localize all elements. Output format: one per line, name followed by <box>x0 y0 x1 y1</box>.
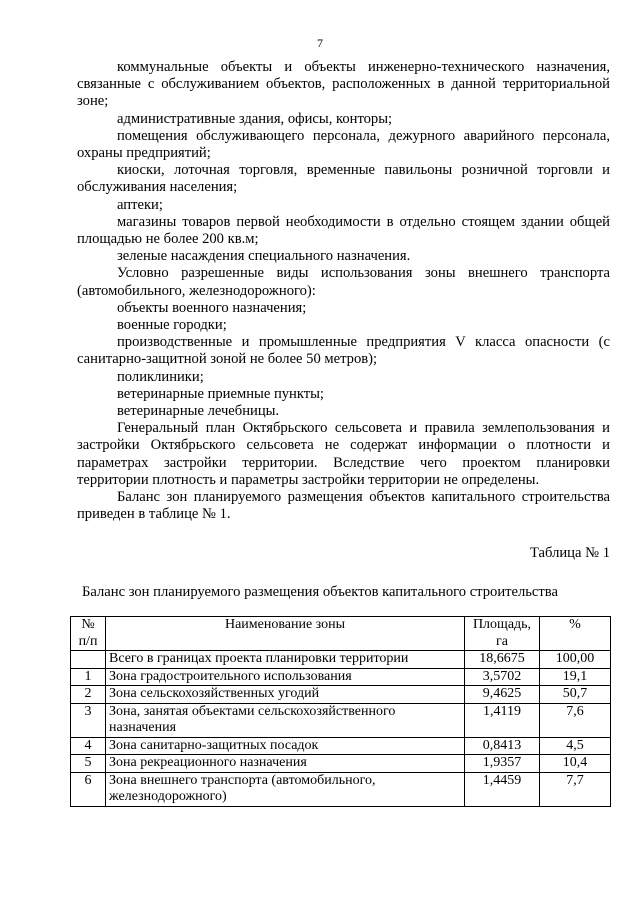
row-pct: 7,6 <box>540 703 611 737</box>
paragraph: Условно разрешенные виды использования зоны внешнего транспорта (автомобильного, железнодорожного): <box>77 265 610 299</box>
paragraph: Баланс зон планируемого размещения объектов капитального строительства приведен в таблице № 1. <box>77 489 610 523</box>
table-row <box>71 737 611 755</box>
row-name: Зона, занятая объектами сельскохозяйственного назначения <box>106 703 465 737</box>
row-num <box>71 651 106 669</box>
table-row <box>71 668 611 686</box>
table-row <box>71 755 611 773</box>
row-pct: 10,4 <box>540 755 611 773</box>
row-num: 1 <box>71 668 106 686</box>
body-text <box>77 59 610 523</box>
row-area: 0,8413 <box>465 737 540 755</box>
paragraph: коммунальные объекты и объекты инженерно-технического назначения, связанные с обслуживанием объектов, расположенных в данной территориальной зоне; <box>77 59 610 110</box>
row-name: Зона сельскохозяйственных угодий <box>106 686 465 704</box>
paragraph: ветеринарные лечебницы. <box>117 403 280 420</box>
row-name: Зона градостроительного использования <box>106 668 465 686</box>
page-number: 7 <box>317 36 323 50</box>
table-row <box>71 651 611 669</box>
paragraph: аптеки; <box>117 196 163 213</box>
paragraph: административные здания, офисы, конторы; <box>117 110 393 127</box>
header-pct: % <box>540 617 611 651</box>
paragraph: военные городки; <box>117 317 227 334</box>
row-num: 6 <box>71 772 106 806</box>
row-pct: 4,5 <box>540 737 611 755</box>
paragraph: помещения обслуживающего персонала, дежурного аварийного персонала, охраны предприятий; <box>77 127 610 162</box>
row-name: Зона рекреационного назначения <box>106 755 465 773</box>
paragraph: зеленые насаждения специального назначения. <box>117 248 411 265</box>
paragraph: поликлиники; <box>117 368 204 385</box>
row-pct: 19,1 <box>540 668 611 686</box>
table-row <box>71 772 611 806</box>
paragraph: киоски, лоточная торговля, временные павильоны розничной торговли и обслуживания населения; <box>77 162 610 196</box>
row-num: 5 <box>71 755 106 773</box>
row-pct: 50,7 <box>540 686 611 704</box>
paragraph: Генеральный план Октябрьского сельсовета и правила землепользования и застройки Октябрьского сельсовета не содержат информации о плотности и параметрах застройки территории. Вследствие чего проектом планировки территории плотность и параметры застройки территории не определены. <box>77 420 610 488</box>
paragraph: ветеринарные приемные пункты; <box>117 385 324 402</box>
table-caption: Таблица № 1 <box>530 545 610 561</box>
table-title: Баланс зон планируемого размещения объектов капитального строительства <box>82 584 558 600</box>
row-area: 1,9357 <box>465 755 540 773</box>
paragraph: объекты военного назначения; <box>117 299 307 316</box>
header-area: Площадь, га <box>465 617 540 651</box>
row-num: 3 <box>71 703 106 737</box>
row-area: 3,5702 <box>465 668 540 686</box>
header-num: № п/п <box>71 617 106 651</box>
row-area: 9,4625 <box>465 686 540 704</box>
row-pct: 7,7 <box>540 772 611 806</box>
row-name: Зона внешнего транспорта (автомобильного, железнодорожного) <box>106 772 465 806</box>
row-area: 18,6675 <box>465 651 540 669</box>
row-num: 4 <box>71 737 106 755</box>
paragraph: магазины товаров первой необходимости в отдельно стоящем здании общей площадью не более 200 кв.м; <box>77 213 610 248</box>
table-header-row <box>71 617 611 651</box>
row-pct: 100,00 <box>540 651 611 669</box>
row-name: Зона санитарно-защитных посадок <box>106 737 465 755</box>
row-num: 2 <box>71 686 106 704</box>
table-row <box>71 686 611 704</box>
row-name: Всего в границах проекта планировки территории <box>106 651 465 669</box>
row-area: 1,4459 <box>465 772 540 806</box>
table-row <box>71 703 611 737</box>
paragraph: производственные и промышленные предприятия V класса опасности (с санитарно-защитной зоной не более 50 метров); <box>77 334 610 368</box>
row-area: 1,4119 <box>465 703 540 737</box>
balance-table <box>70 616 611 807</box>
header-name: Наименование зоны <box>106 617 465 651</box>
